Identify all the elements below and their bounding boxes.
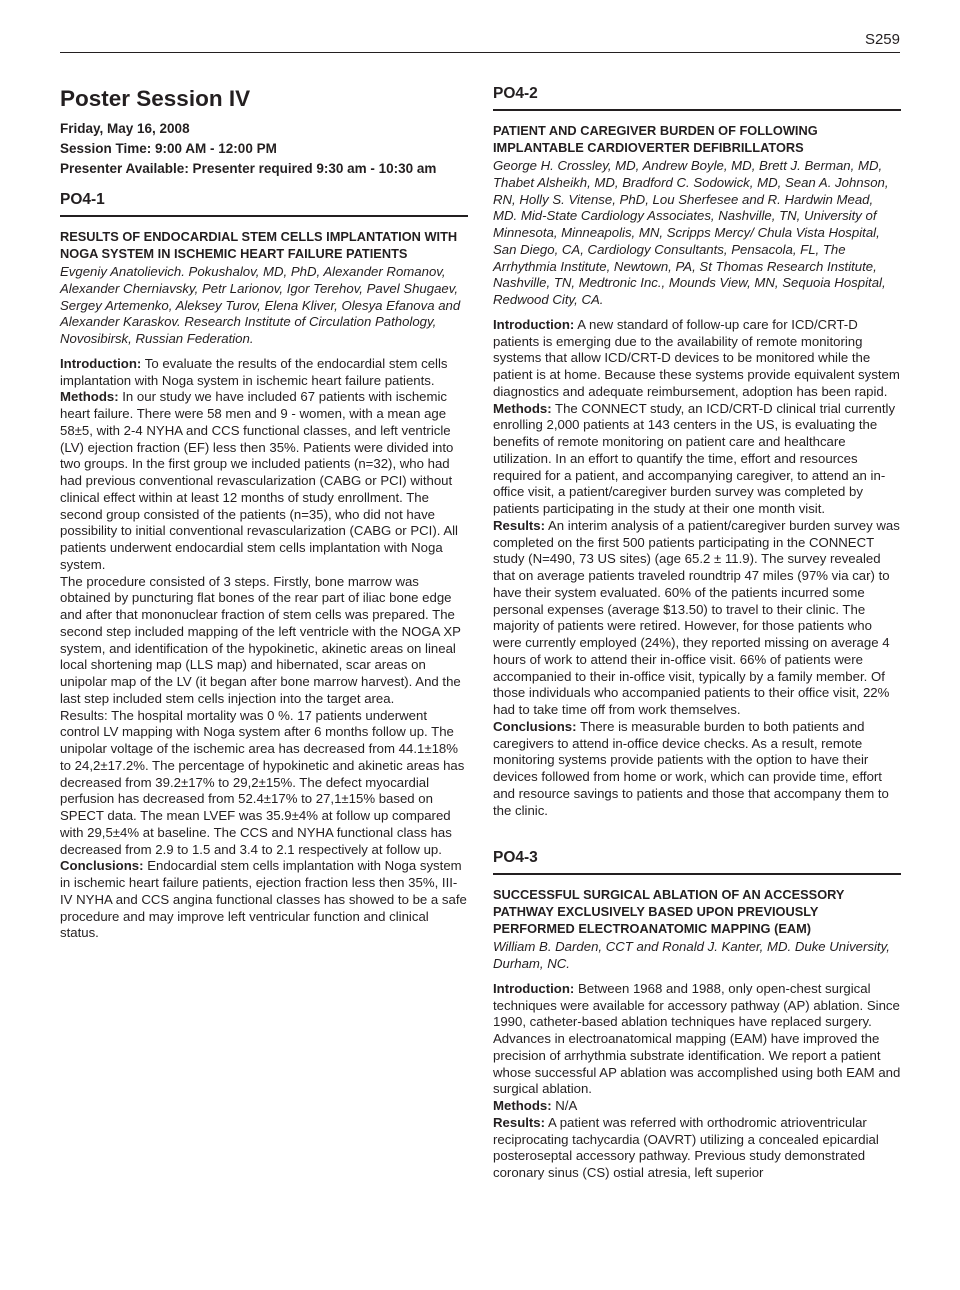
abstract-authors-po4-1: Evgeniy Anatolievich. Pokushalov, MD, PhD, Alexander Romanov, Alexander Cherniavsky, Petr Larionov, Igor Terehov, Pavel Shugaev, Sergey Artemenko, Aleksey Turov, Elena Kliver, Olesya Efanova and Alexander Karaskov. Research Institute of Circulation Pathology, Novosibirsk, Russian Federation. (60, 264, 461, 346)
abstract-id-po4-3: PO4-3 (493, 848, 901, 875)
abstract-id-po4-1: PO4-1 (60, 190, 468, 217)
conclusions-text: Endocardial stem cells implantation with Noga system in ischemic heart failure patients, ejection fraction less then 35%, III-IV NYHA and CCS angina functional classes has showed to be a safe procedure and may improve left ventricular function and clinical status. (60, 858, 467, 941)
abstract-body-po4-3 (493, 981, 901, 1182)
results-label: Results: (493, 517, 546, 533)
results-text: A patient was referred with orthodromic atrioventricular reciprocating tachycardia (OAVRT) utilizing a concealed epicardial posteroseptal accessory pathway. Previous study demonstrated coronary sinus (CS) ostial atresia, left superior (493, 1114, 879, 1180)
abstract-body-po4-2 (493, 317, 901, 820)
results-paragraph (493, 1115, 901, 1182)
conclusions-paragraph (60, 858, 468, 942)
methods-label: Methods: (60, 389, 119, 405)
results-label: Results: (493, 1114, 546, 1130)
methods-text: In our study we have included 67 patients with ischemic heart failure. There were 58 men and 9 - women, with a mean age 58±5, with 2-4 NYHA and CCS functional classes, and left ventricle (LV) ejection fraction (EF) less then 35%. Patients were divided into two groups. In the first group we included patients (n=32), who had had previous conventional revascularization (CABG or PCI) without clinical effect within at least 12 months of study enrollment. The second group consisted of the patients (n=35), who did not have possibility to initial conventional revascularization (CABG or PCI). All patients underwent endocardial stem cells implantation with Noga system. (60, 389, 458, 572)
introduction-label: Introduction: (493, 980, 575, 996)
methods-paragraph (60, 389, 468, 573)
methods-label: Methods: (493, 400, 552, 416)
methods-text: N/A (551, 1098, 578, 1113)
introduction-text: A new standard of follow-up care for ICD/CRT-D patients is emerging due to the availability of remote monitoring systems that allow ICD/CRT-D devices to be monitored while the patient is at home. Because these systems provide equivalent system diagnostics and adequate reimbursement, adoption has been rapid. (493, 316, 900, 399)
introduction-text: To evaluate the results of the endocardial stem cells implantation with Noga system in ischemic heart failure patients. (60, 355, 448, 388)
conclusions-paragraph (493, 719, 901, 820)
introduction-paragraph (493, 981, 901, 1098)
methods-text: The CONNECT study, an ICD/CRT-D clinical trial currently enrolling 2,000 patients at 143 centers in the US, is evaluating the benefits of remote monitoring on patient care and healthcare utilization. In an effort to quantify the time, effort and resources required for a patient, and accompanying caregiver, to attend an in-office visit, a patient/caregiver burden survey was completed by patients participating in the study at their one month visit. (493, 400, 896, 516)
conclusions-text: There is measurable burden to both patients and caregivers to attend in-office device checks. As a result, remote monitoring systems provide patients with the option to have their devices followed from home or work, which can provide time, effort and resource savings to patients and those that accompany them to the clinic. (493, 718, 889, 818)
introduction-label: Introduction: (493, 316, 575, 332)
conclusions-label: Conclusions: (60, 858, 144, 874)
methods-paragraph (493, 401, 901, 518)
presenter-availability: Presenter Available: Presenter required 9:30 am - 10:30 am (60, 161, 437, 176)
left-column (60, 84, 468, 942)
session-title: Poster Session IV (60, 86, 251, 111)
introduction-text: Between 1968 and 1988, only open-chest surgical techniques were available for accessory pathway (AP) ablation. Since 1990, catheter-based ablation techniques have replaced surgery. Advances in electroanatomical mapping (EAM) have improved the precision of arrhythmia substrate identification. We report a patient whose successful AP ablation was accomplished using both EAM and surgical ablation. (493, 980, 901, 1097)
section-spacer (493, 819, 901, 837)
results-paragraph: Results: The hospital mortality was 0 %. 17 patients underwent control LV mapping with Noga system after 6 months follow up. The unipolar voltage of the ischemic area has decreased from 44.1±18% to 24,2±17.2%. The percentage of hypokinetic and akinetic areas has decreased from 39.2±17% to 29,2±15%. The defect myocardial perfusion has decreased from 52.4±17% to 27,1±15% based on SPECT data. The mean LVEF was 35.9±4% at follow up compared with 29,5±4% at baseline. The CCS and NYHA functional class has decreased from 2.9 to 1.5 and 3.4 to 2.1 respectively at follow up. (60, 707, 465, 857)
abstract-title-po4-2: PATIENT AND CAREGIVER BURDEN OF FOLLOWING IMPLANTABLE CARDIOVERTER DEFIBRILLATORS (493, 123, 818, 155)
conclusions-label: Conclusions: (493, 718, 577, 734)
abstract-title-po4-1: RESULTS OF ENDOCARDIAL STEM CELLS IMPLANTATION WITH NOGA SYSTEM IN ISCHEMIC HEART FAILURE PATIENTS (60, 229, 458, 261)
procedure-paragraph: The procedure consisted of 3 steps. Firstly, bone marrow was obtained by puncturing flat bones of the rear part of iliac bone edge and after that mononuclear fraction of stem cells was prepared. The second step included mapping of the left ventricle with the NOGA XP system, and identification of the hypokinetic, akinetic areas on lineal local shortening map (LLS map) and hibernated, scar areas on unipolar map of the LV (it began after bone marrow harvest). And the last step included stem cells injection into the target area. (60, 573, 461, 706)
abstract-body-po4-1 (60, 356, 468, 942)
methods-paragraph (493, 1098, 901, 1115)
introduction-paragraph (493, 317, 901, 401)
results-paragraph (493, 518, 901, 719)
session-date: Friday, May 16, 2008 (60, 121, 190, 136)
abstract-authors-po4-2: George H. Crossley, MD, Andrew Boyle, MD, Brett J. Berman, MD, Thabet Alsheikh, MD, Bradford C. Sodowick, MD, Sean A. Johnson, RN, Holly S. Vitense, PhD, Lou Sherfesee and R. Hardwin Mead, MD. Mid-State Cardiology Associates, Nashville, TN, University of Minnesota, Minneapolis, MN, Scripps Mercy/ Chula Vista Hospital, San Diego, CA, Cardiology Consultants, Pensacola, FL, The Arrhythmia Institute, Newtown, PA, St Thomas Research Institute, Nashville, TN, Medtronic Inc., Mounds View, MN, Sequoia Hospital, Redwood City, CA. (493, 158, 889, 307)
page-number: S259 (864, 31, 900, 48)
introduction-paragraph (60, 356, 468, 390)
abstract-authors-po4-3: William B. Darden, CCT and Ronald J. Kanter, MD. Duke University, Durham, NC. (493, 939, 890, 971)
results-text: An interim analysis of a patient/caregiver burden survey was completed on the first 500 patients participating in the CONNECT study (N=490, 73 US sites) (age 65.2 ± 11.9). The survey revealed that on average patients traveled roundtrip 47 miles (97% via car) to have their system evaluated. 60% of the patients incurred some personal expenses (average $13.50) to travel to their clinic. The majority of patients were retired. However, for those patients who were currently employed (24%), they reported missing on average 4 hours of work to attend their in-office visit. 66% of patients were accompanied to their in-office visit, typically by a family member. Of those individuals who accompanied patients to their office visit, 22% had to take time off from work themselves. (493, 517, 900, 717)
abstract-title-po4-3: SUCCESSFUL SURGICAL ABLATION OF AN ACCESSORY PATHWAY EXCLUSIVELY BASED UPON PREVIOUSLY PERFORMED ELECTROANATOMIC MAPPING (EAM) (493, 887, 845, 937)
session-time: Session Time: 9:00 AM - 12:00 PM (60, 141, 277, 156)
introduction-label: Introduction: (60, 355, 142, 371)
right-column (493, 84, 901, 1182)
abstract-id-po4-2: PO4-2 (493, 84, 901, 111)
header-rule (60, 52, 900, 53)
methods-label: Methods: (493, 1098, 552, 1113)
